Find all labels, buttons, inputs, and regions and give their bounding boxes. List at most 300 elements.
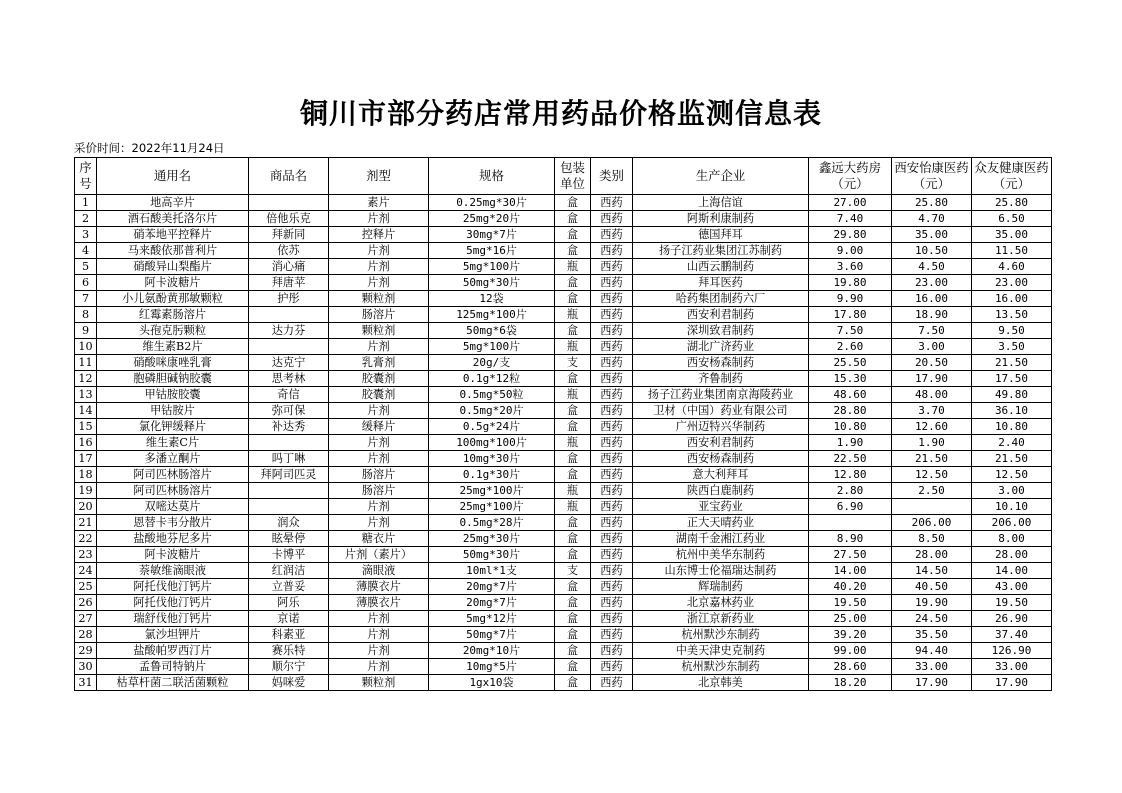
cell-index: 21	[75, 515, 97, 531]
cell-category: 西药	[591, 387, 633, 403]
cell-price-zhongyou: 28.00	[972, 547, 1052, 563]
cell-manufacturer: 湖北广济药业	[633, 339, 809, 355]
price-table	[74, 157, 1052, 691]
cell-manufacturer: 哈药集团制药六厂	[633, 291, 809, 307]
header-category: 类别	[591, 158, 633, 195]
cell-spec: 0.5mg*50粒	[429, 387, 555, 403]
cell-generic-name: 氯沙坦钾片	[97, 627, 249, 643]
cell-price-xinyuan: 39.20	[809, 627, 892, 643]
cell-category: 西药	[591, 627, 633, 643]
cell-price-yikang: 7.50	[892, 323, 972, 339]
cell-brand-name: 奇信	[249, 387, 329, 403]
cell-manufacturer: 扬子江药业集团南京海陵药业	[633, 387, 809, 403]
cell-spec: 50mg*30片	[429, 547, 555, 563]
cell-spec: 20mg*10片	[429, 643, 555, 659]
cell-price-yikang: 48.00	[892, 387, 972, 403]
cell-generic-name: 硝酸异山梨酯片	[97, 259, 249, 275]
cell-category: 西药	[591, 243, 633, 259]
cell-dosage-form: 胶囊剂	[329, 387, 429, 403]
cell-package-unit: 瓶	[555, 387, 591, 403]
cell-dosage-form: 乳膏剂	[329, 355, 429, 371]
cell-spec: 20g/支	[429, 355, 555, 371]
cell-brand-name: 赛乐特	[249, 643, 329, 659]
cell-manufacturer: 山西云鹏制药	[633, 259, 809, 275]
cell-price-yikang: 33.00	[892, 659, 972, 675]
table-row	[75, 387, 1052, 403]
cell-generic-name: 阿卡波糖片	[97, 275, 249, 291]
cell-dosage-form: 控释片	[329, 227, 429, 243]
cell-manufacturer: 陕西白鹿制药	[633, 483, 809, 499]
cell-dosage-form: 片剂	[329, 435, 429, 451]
cell-package-unit: 盒	[555, 291, 591, 307]
header-price-xinyuan: 鑫远大药房（元）	[809, 158, 892, 195]
table-row	[75, 627, 1052, 643]
cell-index: 24	[75, 563, 97, 579]
cell-price-xinyuan: 25.50	[809, 355, 892, 371]
cell-manufacturer: 杭州默沙东制药	[633, 659, 809, 675]
cell-price-xinyuan: 22.50	[809, 451, 892, 467]
cell-index: 5	[75, 259, 97, 275]
cell-generic-name: 甲钴胺胶囊	[97, 387, 249, 403]
cell-package-unit: 盒	[555, 515, 591, 531]
cell-price-zhongyou: 21.50	[972, 451, 1052, 467]
cell-index: 9	[75, 323, 97, 339]
cell-category: 西药	[591, 451, 633, 467]
cell-category: 西药	[591, 499, 633, 515]
cell-price-xinyuan: 9.90	[809, 291, 892, 307]
cell-index: 30	[75, 659, 97, 675]
cell-spec: 20mg*7片	[429, 579, 555, 595]
cell-brand-name: 顺尔宁	[249, 659, 329, 675]
cell-spec: 10ml*1支	[429, 563, 555, 579]
cell-price-zhongyou: 10.10	[972, 499, 1052, 515]
cell-index: 22	[75, 531, 97, 547]
cell-generic-name: 阿托伐他汀钙片	[97, 595, 249, 611]
cell-price-xinyuan: 29.80	[809, 227, 892, 243]
cell-price-yikang: 2.50	[892, 483, 972, 499]
table-row	[75, 419, 1052, 435]
cell-manufacturer: 齐鲁制药	[633, 371, 809, 387]
cell-price-yikang: 1.90	[892, 435, 972, 451]
cell-dosage-form: 薄膜衣片	[329, 595, 429, 611]
header-dosage-form: 剂型	[329, 158, 429, 195]
cell-category: 西药	[591, 483, 633, 499]
cell-price-yikang: 21.50	[892, 451, 972, 467]
cell-price-zhongyou: 6.50	[972, 211, 1052, 227]
cell-dosage-form: 片剂	[329, 339, 429, 355]
cell-index: 11	[75, 355, 97, 371]
cell-price-xinyuan: 10.80	[809, 419, 892, 435]
cell-price-xinyuan	[809, 515, 892, 531]
cell-price-xinyuan: 28.60	[809, 659, 892, 675]
cell-category: 西药	[591, 355, 633, 371]
cell-manufacturer: 西安杨森制药	[633, 355, 809, 371]
cell-spec: 5mg*100片	[429, 339, 555, 355]
cell-package-unit: 盒	[555, 227, 591, 243]
cell-spec: 0.1g*30片	[429, 467, 555, 483]
cell-brand-name: 立普妥	[249, 579, 329, 595]
cell-dosage-form: 颗粒剂	[329, 323, 429, 339]
cell-brand-name	[249, 195, 329, 211]
table-header-row	[75, 158, 1052, 195]
cell-spec: 10mg*30片	[429, 451, 555, 467]
table-row	[75, 515, 1052, 531]
cell-category: 西药	[591, 563, 633, 579]
cell-price-zhongyou: 3.50	[972, 339, 1052, 355]
cell-dosage-form: 胶囊剂	[329, 371, 429, 387]
cell-package-unit: 盒	[555, 595, 591, 611]
cell-package-unit: 瓶	[555, 339, 591, 355]
cell-spec: 25mg*30片	[429, 531, 555, 547]
cell-manufacturer: 辉瑞制药	[633, 579, 809, 595]
cell-price-zhongyou: 4.60	[972, 259, 1052, 275]
cell-price-zhongyou: 19.50	[972, 595, 1052, 611]
cell-spec: 0.5g*24片	[429, 419, 555, 435]
cell-spec: 12袋	[429, 291, 555, 307]
cell-price-zhongyou: 35.00	[972, 227, 1052, 243]
cell-price-zhongyou: 26.90	[972, 611, 1052, 627]
cell-dosage-form: 薄膜衣片	[329, 579, 429, 595]
cell-manufacturer: 亚宝药业	[633, 499, 809, 515]
cell-price-yikang: 25.80	[892, 195, 972, 211]
cell-manufacturer: 西安利君制药	[633, 435, 809, 451]
cell-price-yikang: 17.90	[892, 371, 972, 387]
cell-package-unit: 盒	[555, 643, 591, 659]
cell-spec: 5mg*100片	[429, 259, 555, 275]
header-package-unit: 包装单位	[555, 158, 591, 195]
cell-price-xinyuan: 19.50	[809, 595, 892, 611]
table-row	[75, 307, 1052, 323]
cell-manufacturer: 北京嘉林药业	[633, 595, 809, 611]
cell-price-zhongyou: 12.50	[972, 467, 1052, 483]
cell-category: 西药	[591, 675, 633, 691]
cell-price-xinyuan: 25.00	[809, 611, 892, 627]
cell-manufacturer: 杭州默沙东制药	[633, 627, 809, 643]
cell-price-zhongyou: 17.90	[972, 675, 1052, 691]
cell-brand-name: 拜阿司匹灵	[249, 467, 329, 483]
cell-manufacturer: 意大利拜耳	[633, 467, 809, 483]
cell-price-yikang: 4.50	[892, 259, 972, 275]
cell-category: 西药	[591, 659, 633, 675]
cell-brand-name: 消心痛	[249, 259, 329, 275]
cell-index: 16	[75, 435, 97, 451]
cell-generic-name: 瑞舒伐他汀钙片	[97, 611, 249, 627]
cell-manufacturer: 扬子江药业集团江苏制药	[633, 243, 809, 259]
cell-generic-name: 地高辛片	[97, 195, 249, 211]
cell-package-unit: 支	[555, 355, 591, 371]
header-price-zhongyou: 众友健康医药（元）	[972, 158, 1052, 195]
cell-spec: 0.1g*12粒	[429, 371, 555, 387]
cell-price-zhongyou: 3.00	[972, 483, 1052, 499]
cell-manufacturer: 浙江京新药业	[633, 611, 809, 627]
table-row	[75, 371, 1052, 387]
cell-brand-name: 思考林	[249, 371, 329, 387]
cell-spec: 0.5mg*28片	[429, 515, 555, 531]
cell-price-yikang: 12.60	[892, 419, 972, 435]
cell-price-zhongyou: 9.50	[972, 323, 1052, 339]
cell-spec: 5mg*16片	[429, 243, 555, 259]
cell-price-xinyuan: 15.30	[809, 371, 892, 387]
cell-index: 3	[75, 227, 97, 243]
table-row	[75, 355, 1052, 371]
cell-category: 西药	[591, 515, 633, 531]
cell-dosage-form: 片剂	[329, 243, 429, 259]
cell-generic-name: 胞磷胆碱钠胶囊	[97, 371, 249, 387]
cell-price-yikang: 12.50	[892, 467, 972, 483]
cell-generic-name: 多潘立酮片	[97, 451, 249, 467]
cell-brand-name: 妈咪爱	[249, 675, 329, 691]
cell-category: 西药	[591, 547, 633, 563]
cell-generic-name: 红霉素肠溶片	[97, 307, 249, 323]
cell-package-unit: 瓶	[555, 483, 591, 499]
cell-dosage-form: 片剂	[329, 499, 429, 515]
cell-brand-name: 倍他乐克	[249, 211, 329, 227]
cell-price-xinyuan: 12.80	[809, 467, 892, 483]
cell-price-zhongyou: 11.50	[972, 243, 1052, 259]
cell-package-unit: 盒	[555, 451, 591, 467]
cell-brand-name: 红润洁	[249, 563, 329, 579]
table-row	[75, 595, 1052, 611]
cell-index: 14	[75, 403, 97, 419]
cell-price-zhongyou: 21.50	[972, 355, 1052, 371]
cell-brand-name	[249, 499, 329, 515]
cell-price-yikang: 18.90	[892, 307, 972, 323]
cell-price-yikang: 10.50	[892, 243, 972, 259]
cell-brand-name: 护彤	[249, 291, 329, 307]
cell-generic-name: 双嘧达莫片	[97, 499, 249, 515]
cell-price-yikang: 3.70	[892, 403, 972, 419]
cell-package-unit: 盒	[555, 211, 591, 227]
cell-generic-name: 阿司匹林肠溶片	[97, 483, 249, 499]
cell-manufacturer: 阿斯利康制药	[633, 211, 809, 227]
cell-dosage-form: 片剂	[329, 515, 429, 531]
cell-dosage-form: 片剂	[329, 275, 429, 291]
cell-package-unit: 盒	[555, 675, 591, 691]
cell-generic-name: 酒石酸美托洛尔片	[97, 211, 249, 227]
cell-spec: 1gx10袋	[429, 675, 555, 691]
cell-index: 4	[75, 243, 97, 259]
cell-category: 西药	[591, 339, 633, 355]
cell-price-zhongyou: 43.00	[972, 579, 1052, 595]
cell-manufacturer: 杭州中美华东制药	[633, 547, 809, 563]
table-row	[75, 467, 1052, 483]
cell-generic-name: 恩替卡韦分散片	[97, 515, 249, 531]
cell-brand-name: 阿乐	[249, 595, 329, 611]
table-row	[75, 499, 1052, 515]
cell-dosage-form: 片剂（素片）	[329, 547, 429, 563]
cell-brand-name: 补达秀	[249, 419, 329, 435]
cell-package-unit: 盒	[555, 371, 591, 387]
cell-category: 西药	[591, 307, 633, 323]
cell-spec: 25mg*100片	[429, 483, 555, 499]
cell-dosage-form: 片剂	[329, 211, 429, 227]
cell-index: 31	[75, 675, 97, 691]
cell-price-yikang: 20.50	[892, 355, 972, 371]
cell-brand-name: 达力芬	[249, 323, 329, 339]
cell-package-unit: 盒	[555, 627, 591, 643]
cell-package-unit: 盒	[555, 275, 591, 291]
cell-price-zhongyou: 37.40	[972, 627, 1052, 643]
cell-price-yikang: 17.90	[892, 675, 972, 691]
cell-package-unit: 盒	[555, 243, 591, 259]
cell-generic-name: 甲钴胺片	[97, 403, 249, 419]
cell-index: 29	[75, 643, 97, 659]
cell-category: 西药	[591, 227, 633, 243]
cell-price-xinyuan: 8.90	[809, 531, 892, 547]
cell-brand-name: 拜新同	[249, 227, 329, 243]
cell-package-unit: 瓶	[555, 499, 591, 515]
table-row	[75, 643, 1052, 659]
cell-package-unit: 盒	[555, 547, 591, 563]
table-row	[75, 579, 1052, 595]
cell-price-zhongyou: 14.00	[972, 563, 1052, 579]
cell-category: 西药	[591, 611, 633, 627]
cell-price-zhongyou: 49.80	[972, 387, 1052, 403]
cell-manufacturer: 正大天晴药业	[633, 515, 809, 531]
cell-generic-name: 阿托伐他汀钙片	[97, 579, 249, 595]
cell-category: 西药	[591, 531, 633, 547]
cell-dosage-form: 片剂	[329, 451, 429, 467]
cell-price-xinyuan: 99.00	[809, 643, 892, 659]
table-row	[75, 563, 1052, 579]
cell-dosage-form: 糖衣片	[329, 531, 429, 547]
cell-price-yikang: 35.50	[892, 627, 972, 643]
cell-price-xinyuan: 7.40	[809, 211, 892, 227]
cell-index: 25	[75, 579, 97, 595]
cell-generic-name: 萘敏维滴眼液	[97, 563, 249, 579]
cell-price-yikang: 3.00	[892, 339, 972, 355]
cell-index: 20	[75, 499, 97, 515]
cell-spec: 0.5mg*20片	[429, 403, 555, 419]
cell-manufacturer: 山东博士伦福瑞达制药	[633, 563, 809, 579]
cell-dosage-form: 肠溶片	[329, 307, 429, 323]
table-row	[75, 227, 1052, 243]
cell-generic-name: 盐酸地芬尼多片	[97, 531, 249, 547]
table-row	[75, 547, 1052, 563]
cell-brand-name	[249, 307, 329, 323]
table-body	[75, 195, 1052, 691]
cell-package-unit: 盒	[555, 531, 591, 547]
header-brand-name: 商品名	[249, 158, 329, 195]
cell-spec: 5mg*12片	[429, 611, 555, 627]
cell-price-yikang: 206.00	[892, 515, 972, 531]
cell-price-xinyuan: 2.60	[809, 339, 892, 355]
cell-spec: 30mg*7片	[429, 227, 555, 243]
cell-price-xinyuan: 27.00	[809, 195, 892, 211]
cell-generic-name: 氯化钾缓释片	[97, 419, 249, 435]
page-title: 铜川市部分药店常用药品价格监测信息表	[299, 97, 822, 130]
cell-generic-name: 阿司匹林肠溶片	[97, 467, 249, 483]
cell-manufacturer: 湖南千金湘江药业	[633, 531, 809, 547]
cell-dosage-form: 肠溶片	[329, 467, 429, 483]
cell-generic-name: 硝苯地平控释片	[97, 227, 249, 243]
cell-index: 27	[75, 611, 97, 627]
cell-manufacturer: 西安杨森制药	[633, 451, 809, 467]
cell-generic-name: 维生素B2片	[97, 339, 249, 355]
cell-spec: 100mg*100片	[429, 435, 555, 451]
cell-generic-name: 头孢克肟颗粒	[97, 323, 249, 339]
cell-category: 西药	[591, 323, 633, 339]
cell-price-zhongyou: 206.00	[972, 515, 1052, 531]
cell-dosage-form: 片剂	[329, 403, 429, 419]
cell-dosage-form: 片剂	[329, 259, 429, 275]
cell-price-xinyuan: 14.00	[809, 563, 892, 579]
cell-dosage-form: 肠溶片	[329, 483, 429, 499]
cell-category: 西药	[591, 259, 633, 275]
survey-date: 采价时间：2022年11月24日	[74, 141, 225, 155]
table-row	[75, 451, 1052, 467]
cell-index: 23	[75, 547, 97, 563]
cell-price-xinyuan: 19.80	[809, 275, 892, 291]
cell-price-yikang: 94.40	[892, 643, 972, 659]
header-price-yikang: 西安怡康医药（元）	[892, 158, 972, 195]
cell-generic-name: 硝酸咪康唑乳膏	[97, 355, 249, 371]
cell-price-xinyuan: 27.50	[809, 547, 892, 563]
cell-dosage-form: 片剂	[329, 659, 429, 675]
cell-package-unit: 瓶	[555, 259, 591, 275]
cell-manufacturer: 深圳致君制药	[633, 323, 809, 339]
cell-price-yikang: 14.50	[892, 563, 972, 579]
table-row	[75, 531, 1052, 547]
table-row	[75, 483, 1052, 499]
cell-category: 西药	[591, 435, 633, 451]
table-row	[75, 195, 1052, 211]
cell-brand-name	[249, 483, 329, 499]
cell-spec: 50mg*30片	[429, 275, 555, 291]
cell-spec: 125mg*100片	[429, 307, 555, 323]
cell-manufacturer: 上海信谊	[633, 195, 809, 211]
cell-category: 西药	[591, 195, 633, 211]
cell-price-xinyuan: 2.80	[809, 483, 892, 499]
cell-index: 18	[75, 467, 97, 483]
cell-package-unit: 盒	[555, 659, 591, 675]
cell-spec: 20mg*7片	[429, 595, 555, 611]
cell-price-yikang: 23.00	[892, 275, 972, 291]
cell-spec: 50mg*7片	[429, 627, 555, 643]
cell-package-unit: 支	[555, 563, 591, 579]
cell-index: 12	[75, 371, 97, 387]
cell-price-yikang: 35.00	[892, 227, 972, 243]
cell-price-xinyuan: 40.20	[809, 579, 892, 595]
cell-category: 西药	[591, 291, 633, 307]
table-row	[75, 291, 1052, 307]
cell-package-unit: 瓶	[555, 435, 591, 451]
cell-brand-name: 润众	[249, 515, 329, 531]
cell-brand-name: 卡博平	[249, 547, 329, 563]
cell-price-xinyuan: 17.80	[809, 307, 892, 323]
cell-dosage-form: 片剂	[329, 643, 429, 659]
cell-generic-name: 枯草杆菌二联活菌颗粒	[97, 675, 249, 691]
cell-category: 西药	[591, 579, 633, 595]
cell-package-unit: 瓶	[555, 307, 591, 323]
cell-category: 西药	[591, 371, 633, 387]
cell-price-zhongyou: 16.00	[972, 291, 1052, 307]
cell-price-xinyuan: 3.60	[809, 259, 892, 275]
cell-generic-name: 小儿氨酚黄那敏颗粒	[97, 291, 249, 307]
cell-price-xinyuan: 48.60	[809, 387, 892, 403]
cell-price-yikang	[892, 499, 972, 515]
cell-price-yikang: 16.00	[892, 291, 972, 307]
cell-price-zhongyou: 23.00	[972, 275, 1052, 291]
cell-index: 8	[75, 307, 97, 323]
cell-index: 26	[75, 595, 97, 611]
cell-package-unit: 盒	[555, 611, 591, 627]
cell-index: 7	[75, 291, 97, 307]
table-row	[75, 259, 1052, 275]
cell-price-zhongyou: 10.80	[972, 419, 1052, 435]
cell-manufacturer: 卫材（中国）药业有限公司	[633, 403, 809, 419]
header-index: 序号	[75, 158, 97, 195]
